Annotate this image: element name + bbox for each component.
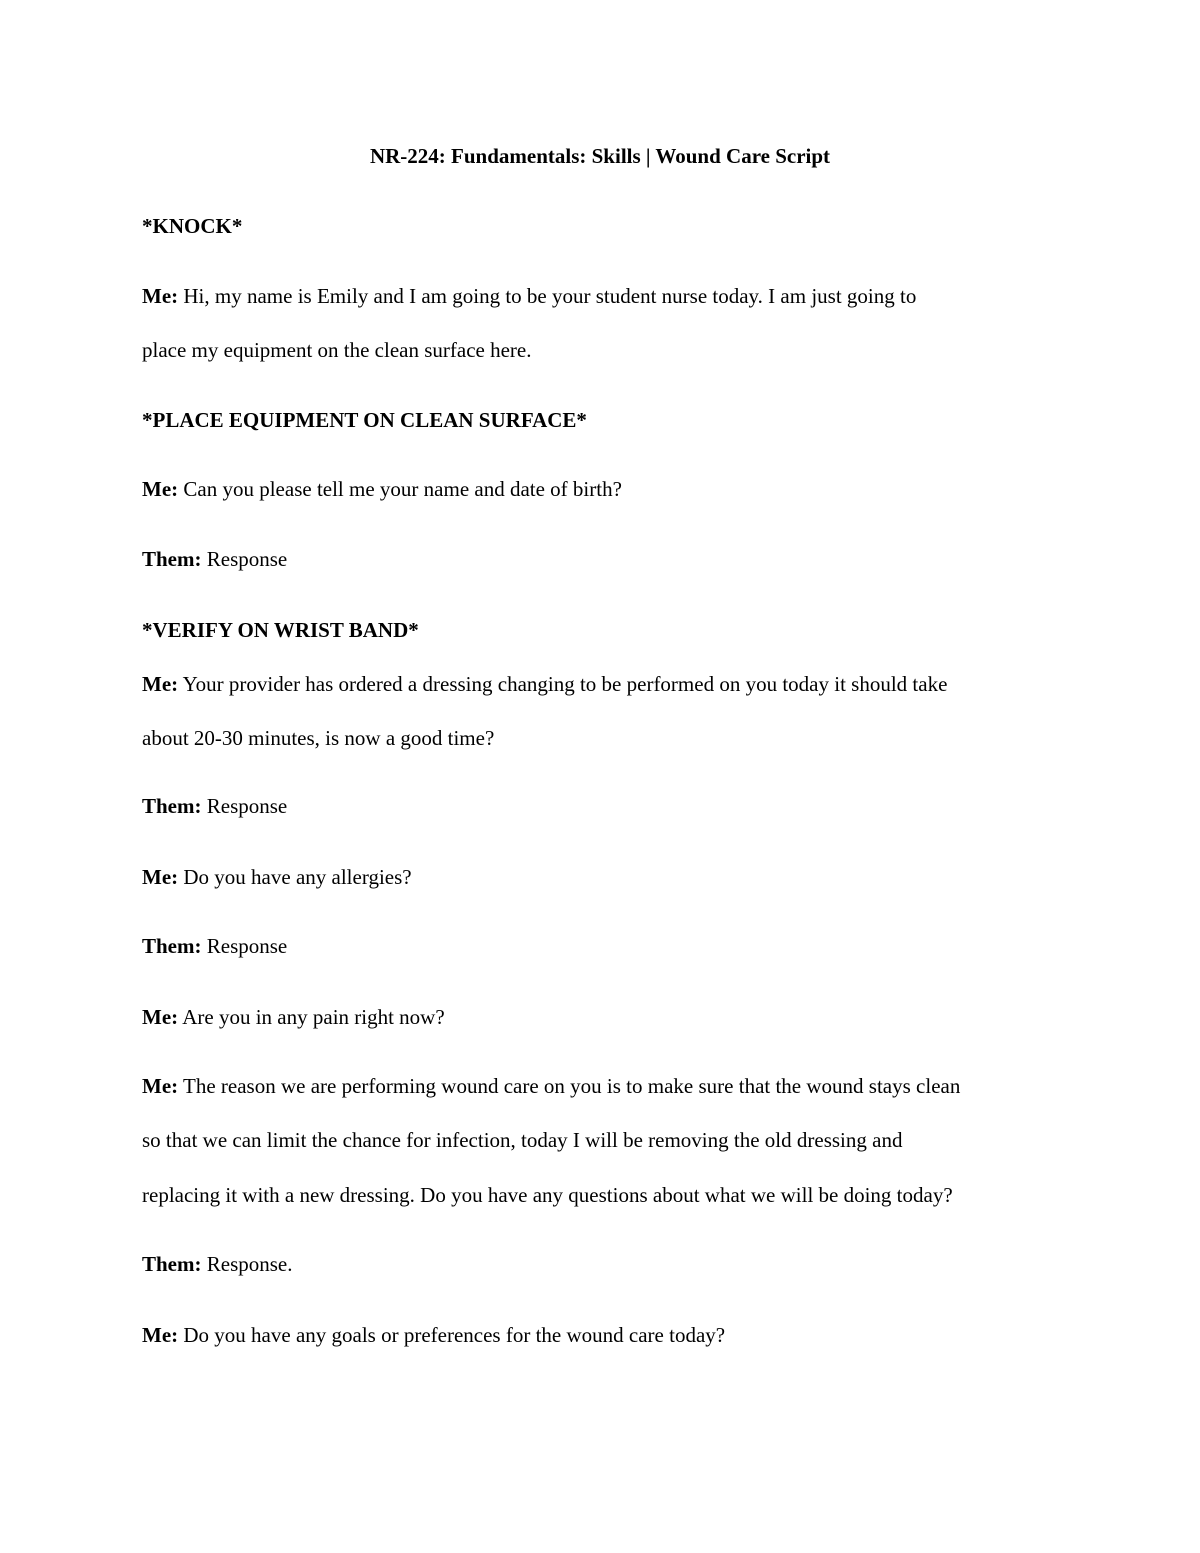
speaker-label: Them:	[142, 547, 202, 571]
script-line-continuation: place my equipment on the clean surface here.	[142, 338, 532, 362]
line-text: Response	[201, 794, 288, 818]
line-text: The reason we are performing wound care on you is to make sure that the wound stays clean	[178, 1074, 961, 1098]
speaker-label: Me:	[142, 1005, 179, 1029]
script-line	[142, 1321, 725, 1349]
speaker-label: Them:	[142, 1252, 202, 1276]
line-text: Response	[201, 547, 288, 571]
speaker-label: Me:	[142, 1074, 179, 1098]
stage-direction-place-equipment: *PLACE EQUIPMENT ON CLEAN SURFACE*	[142, 408, 587, 432]
script-line	[142, 1003, 445, 1031]
speaker-label: Them:	[142, 934, 202, 958]
speaker-label: Me:	[142, 672, 179, 696]
script-line	[142, 932, 287, 960]
script-line	[142, 282, 916, 310]
script-line	[142, 1072, 960, 1100]
line-text: Are you in any pain right now?	[178, 1005, 445, 1029]
document-title: NR-224: Fundamentals: Skills | Wound Care Script	[369, 144, 831, 168]
line-text: Can you please tell me your name and date of birth?	[178, 477, 622, 501]
line-text: Hi, my name is Emily and I am going to be your student nurse today. I am just going to	[178, 284, 917, 308]
speaker-label: Me:	[142, 477, 179, 501]
speaker-label: Me:	[142, 1323, 179, 1347]
speaker-label: Them:	[142, 794, 202, 818]
script-line	[142, 1250, 293, 1278]
line-text: Do you have any allergies?	[178, 865, 412, 889]
script-line	[142, 475, 622, 503]
line-text: Response	[201, 934, 288, 958]
line-text: Response.	[201, 1252, 293, 1276]
speaker-label: Me:	[142, 865, 179, 889]
stage-direction-knock: *KNOCK*	[142, 214, 243, 238]
script-line-continuation: so that we can limit the chance for infection, today I will be removing the old dressing and	[142, 1128, 903, 1152]
speaker-label: Me:	[142, 284, 179, 308]
script-line	[142, 670, 947, 698]
script-line	[142, 792, 287, 820]
line-text: Do you have any goals or preferences for the wound care today?	[178, 1323, 726, 1347]
script-line	[142, 545, 287, 573]
stage-direction-verify-wrist-band: *VERIFY ON WRIST BAND*	[142, 618, 419, 642]
script-line-continuation: replacing it with a new dressing. Do you have any questions about what we will be doing today?	[142, 1183, 953, 1207]
script-line-continuation: about 20-30 minutes, is now a good time?	[142, 726, 495, 750]
line-text: Your provider has ordered a dressing changing to be performed on you today it should take	[178, 672, 948, 696]
script-line	[142, 863, 412, 891]
